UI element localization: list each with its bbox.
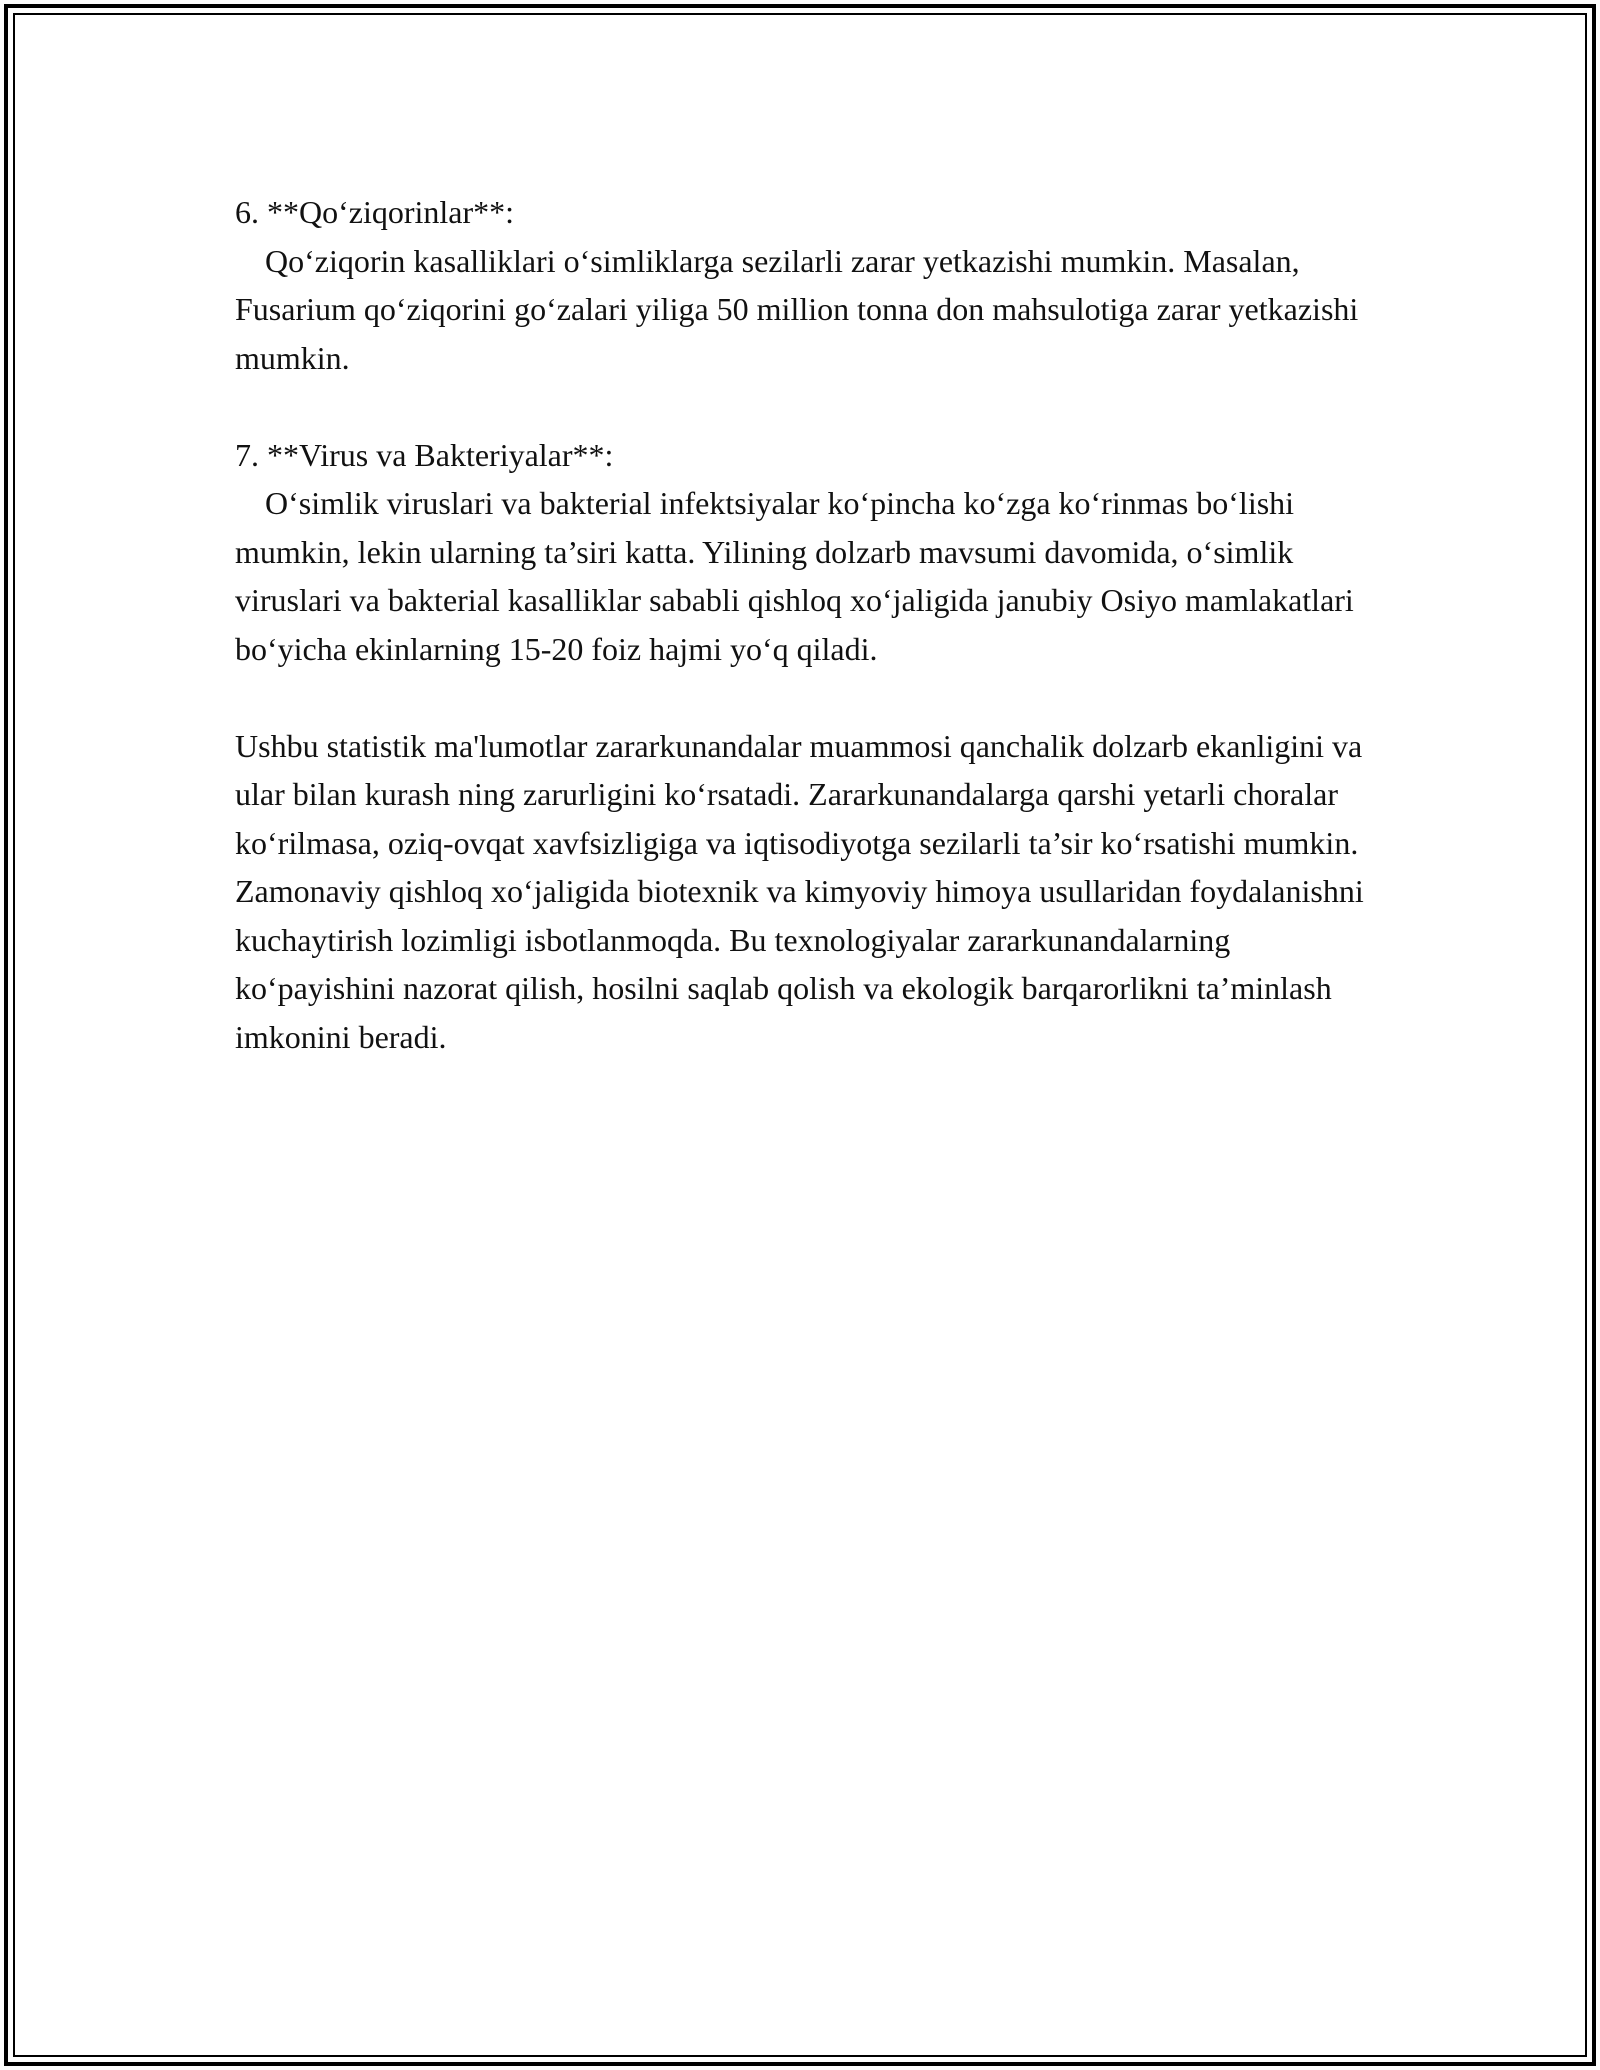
section-6-heading: 6. **Qo‘ziqorinlar**: [235, 194, 515, 230]
paragraph-gap [235, 382, 1375, 431]
conclusion-paragraph: Ushbu statistik ma'lumotlar zararkunandalar muammosi qanchalik dolzarb ekanligini va ular bilan kurash ning zarurligini ko‘rsatadi. Zararkunandalarga qarshi yetarli choralar ko‘rilmasa, oziq-ovqat xavfsizligiga va iqtisodiyotga sezilarli ta’sir ko‘rsatishi mumkin. Zamonaviy qishloq xo‘jaligida biotexnik va kimyoviy himoya usullaridan foydalanishni kuchaytirish lozimligi isbotlanmoqda. Bu texnologiyalar zararkunandalarning ko‘payishini nazorat qilish, hosilni saqlab qolish va ekologik barqarorlikni ta’minlash imkonini beradi. [235, 727, 1364, 1055]
document-body [235, 188, 1375, 1061]
section-6-body: Qo‘ziqorin kasalliklari o‘simliklarga sezilarli zarar yetkazishi mumkin. Masalan, Fusarium qo‘ziqorini go‘zalari yiliga 50 million tonna don mahsulotiga zarar yetkazishi mumkin. [235, 242, 1359, 376]
section-7-heading: 7. **Virus va Bakteriyalar**: [235, 436, 614, 473]
paragraph-gap [235, 673, 1375, 722]
section-7-body: O‘simlik viruslari va bakterial infektsiyalar ko‘pincha ko‘zga ko‘rinmas bo‘lishi mumkin, lekin ularning ta’siri katta. Yilining dolzarb mavsumi davomida, o‘simlik viruslari va bakterial kasalliklar sababli qishloq xo‘jaligida janubiy Osiyo mamlakatlari bo‘yicha ekinlarning 15-20 foiz hajmi yo‘q qiladi. [235, 485, 1354, 667]
